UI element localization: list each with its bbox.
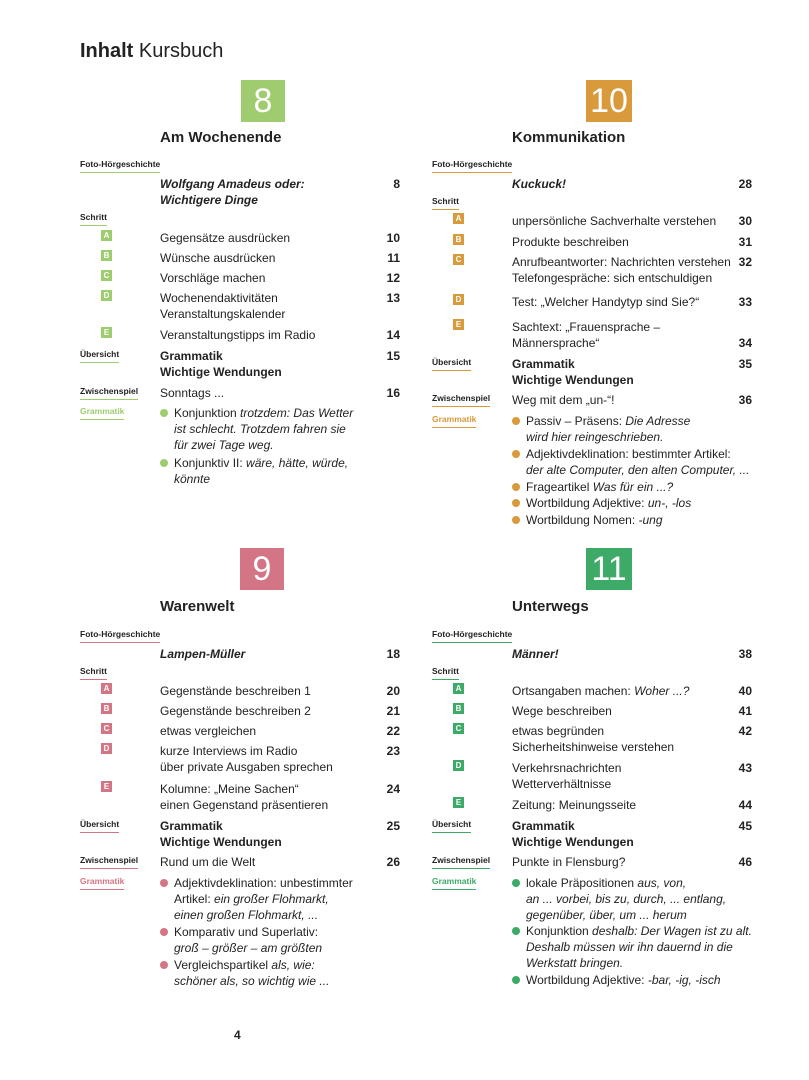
step-text: unpersönliche Sachverhalte verstehen xyxy=(512,214,717,228)
page-ref: 10 xyxy=(386,231,400,245)
step-letter-badge: B xyxy=(453,703,464,714)
label-zwischenspiel: Zwischenspiel xyxy=(432,392,490,407)
story-title: Wolfgang Amadeus oder: Wichtigere Dinge xyxy=(160,177,305,207)
label-zwischenspiel: Zwischenspiel xyxy=(80,385,138,400)
step-text: Sachtext: „Frauensprache – Männersprache“ xyxy=(512,320,661,350)
label-foto: Foto-Hörgeschichte xyxy=(80,628,160,643)
label-foto: Foto-Hörgeschichte xyxy=(80,158,160,173)
step-text: Test: „Welcher Handytyp sind Sie?“ xyxy=(512,295,700,309)
page-ref: 15 xyxy=(386,349,400,363)
interlude-text: Weg mit dem „un-“! xyxy=(512,393,615,407)
bullet-dot xyxy=(160,961,168,969)
bullet-dot xyxy=(512,516,520,524)
step-letter-badge: C xyxy=(101,270,112,281)
page-ref: 44 xyxy=(738,798,752,812)
page-ref: 8 xyxy=(393,177,400,191)
label-schritt: Schritt xyxy=(432,195,459,210)
bullet-dot xyxy=(512,879,520,887)
step-text: Gegensätze ausdrücken xyxy=(160,231,291,245)
label-foto: Foto-Hörgeschichte xyxy=(432,628,512,643)
page-ref: 18 xyxy=(386,647,400,661)
label-uebersicht: Übersicht xyxy=(80,818,119,833)
step-text: Gegenstände beschreiben 2 xyxy=(160,704,311,718)
page-ref: 16 xyxy=(386,386,400,400)
page-ref: 41 xyxy=(738,704,752,718)
page-ref: 23 xyxy=(386,744,400,758)
step-letter-badge: E xyxy=(101,327,112,338)
page-ref: 24 xyxy=(386,782,400,796)
label-schritt: Schritt xyxy=(432,665,459,680)
page-ref: 46 xyxy=(738,855,752,869)
unit-number-badge: 11 xyxy=(586,548,632,590)
step-text: Produkte beschreiben xyxy=(512,235,629,249)
step-letter-badge: B xyxy=(453,234,464,245)
page-ref: 22 xyxy=(386,724,400,738)
page-ref: 43 xyxy=(738,761,752,775)
overview-text: Grammatik Wichtige Wendungen xyxy=(512,819,634,849)
step-text: Ortsangaben machen: Woher ...? xyxy=(512,684,690,698)
interlude-text: Punkte in Flensburg? xyxy=(512,855,626,869)
bullet-dot xyxy=(512,499,520,507)
bullet-dot xyxy=(160,879,168,887)
page-ref: 36 xyxy=(738,393,752,407)
page-ref: 38 xyxy=(738,647,752,661)
bullet-dot xyxy=(512,483,520,491)
page-ref: 26 xyxy=(386,855,400,869)
page-ref: 28 xyxy=(738,177,752,191)
step-text: Wochenendaktivitäten Veranstaltungskalender xyxy=(160,291,286,321)
label-uebersicht: Übersicht xyxy=(432,818,471,833)
page-ref: 32 xyxy=(738,255,752,269)
step-text: Veranstaltungstipps im Radio xyxy=(160,328,316,342)
label-schritt: Schritt xyxy=(80,665,107,680)
unit-number-badge: 10 xyxy=(586,80,632,122)
page-ref: 35 xyxy=(738,357,752,371)
page-ref: 21 xyxy=(386,704,400,718)
overview-text: Grammatik Wichtige Wendungen xyxy=(160,349,282,379)
step-letter-badge: E xyxy=(453,797,464,808)
unit-title: Am Wochenende xyxy=(160,129,282,146)
bullet-dot xyxy=(512,976,520,984)
step-text: Anrufbeantworter: Nachrichten verstehen Telefongespräche: sich entschuldigen xyxy=(512,255,731,285)
page-ref: 20 xyxy=(386,684,400,698)
bullet-dot xyxy=(512,450,520,458)
step-text: Wünsche ausdrücken xyxy=(160,251,276,265)
page-title-bold: Inhalt xyxy=(80,40,134,62)
step-text: Gegenstände beschreiben 1 xyxy=(160,684,311,698)
page-ref: 42 xyxy=(738,724,752,738)
story-title: Männer! xyxy=(512,647,559,661)
overview-text: Grammatik Wichtige Wendungen xyxy=(160,819,282,849)
story-title: Kuckuck! xyxy=(512,177,567,191)
interlude-text: Sonntags ... xyxy=(160,386,225,400)
step-text: Vorschläge machen xyxy=(160,271,266,285)
label-grammatik: Grammatik xyxy=(80,875,124,890)
step-letter-badge: D xyxy=(101,743,112,754)
step-text: Verkehrsnachrichten Wetterverhältnisse xyxy=(512,761,622,791)
page-ref: 40 xyxy=(738,684,752,698)
page-title xyxy=(80,40,223,63)
step-letter-badge: D xyxy=(453,760,464,771)
label-grammatik: Grammatik xyxy=(432,413,476,428)
page-ref: 13 xyxy=(386,291,400,305)
step-text: Kolumne: „Meine Sachen“ einen Gegenstand präsentieren xyxy=(160,782,329,812)
label-zwischenspiel: Zwischenspiel xyxy=(80,854,138,869)
step-letter-badge: D xyxy=(101,290,112,301)
step-letter-badge: B xyxy=(101,250,112,261)
page-title-rest: Kursbuch xyxy=(138,40,224,62)
step-text: kurze Interviews im Radio über private Ausgaben sprechen xyxy=(160,744,333,774)
step-letter-badge: A xyxy=(453,213,464,224)
page-ref: 30 xyxy=(738,214,752,228)
unit-number-badge: 9 xyxy=(240,548,284,590)
step-letter-badge: A xyxy=(101,683,112,694)
page-ref: 25 xyxy=(386,819,400,833)
page-ref: 45 xyxy=(738,819,752,833)
page-ref: 11 xyxy=(387,251,400,265)
step-text: Zeitung: Meinungsseite xyxy=(512,798,637,812)
label-foto: Foto-Hörgeschichte xyxy=(432,158,512,173)
step-text: Wege beschreiben xyxy=(512,704,612,718)
page-ref: 12 xyxy=(386,271,400,285)
unit-title: Kommunikation xyxy=(512,129,626,146)
page-ref: 14 xyxy=(386,328,400,342)
step-text: etwas begründen Sicherheitshinweise verstehen xyxy=(512,724,675,754)
bullet-dot xyxy=(512,927,520,935)
overview-text: Grammatik Wichtige Wendungen xyxy=(512,357,634,387)
step-letter-badge: C xyxy=(453,254,464,265)
step-letter-badge: A xyxy=(453,683,464,694)
label-uebersicht: Übersicht xyxy=(432,356,471,371)
step-letter-badge: C xyxy=(453,723,464,734)
label-uebersicht: Übersicht xyxy=(80,348,119,363)
step-letter-badge: E xyxy=(101,781,112,792)
label-schritt: Schritt xyxy=(80,211,107,226)
label-grammatik: Grammatik xyxy=(432,875,476,890)
step-letter-badge: A xyxy=(101,230,112,241)
step-letter-badge: B xyxy=(101,703,112,714)
page-ref: 34 xyxy=(738,336,752,350)
unit-number-badge: 8 xyxy=(241,80,285,122)
bullet-dot xyxy=(160,928,168,936)
step-text: etwas vergleichen xyxy=(160,724,257,738)
label-zwischenspiel: Zwischenspiel xyxy=(432,854,490,869)
page-ref: 33 xyxy=(738,295,752,309)
bullet-dot xyxy=(512,417,520,425)
bullet-dot xyxy=(160,459,168,467)
page-number: 4 xyxy=(234,1028,241,1042)
step-letter-badge: D xyxy=(453,294,464,305)
unit-title: Unterwegs xyxy=(512,598,589,615)
label-grammatik: Grammatik xyxy=(80,405,124,420)
unit-title: Warenwelt xyxy=(160,598,235,615)
page-ref: 31 xyxy=(738,235,752,249)
interlude-text: Rund um die Welt xyxy=(160,855,256,869)
step-letter-badge: E xyxy=(453,319,464,330)
story-title: Lampen-Müller xyxy=(160,647,246,661)
bullet-dot xyxy=(160,409,168,417)
step-letter-badge: C xyxy=(101,723,112,734)
